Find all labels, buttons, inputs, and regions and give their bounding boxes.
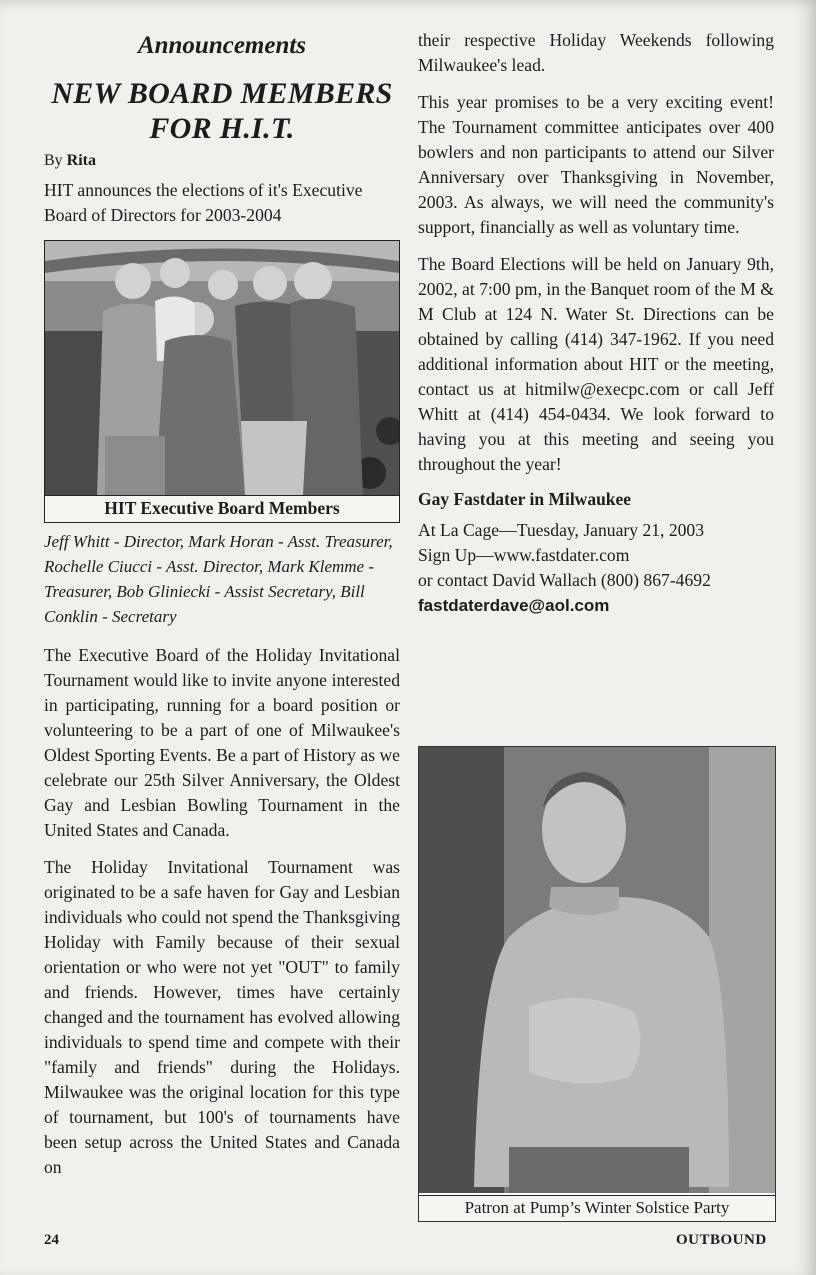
board-members-photo xyxy=(45,241,399,495)
board-members-photo-graphic xyxy=(45,241,399,495)
paragraph-event: This year promises to be a very exciting event! The Tournament committee anticipates over 400 bowlers and non participants to attend our Silver Anniversary over Thanksgiving in November, 2003. As always, we will need the community's support, financially as well as voluntary time. xyxy=(418,92,774,237)
solstice-photo-caption: Patron at Pump’s Winter Solstice Party xyxy=(419,1195,775,1221)
byline-author: Rita xyxy=(66,152,96,169)
intro-paragraph: HIT announces the elections of it's Executive Board of Directors for 2003-2004 xyxy=(44,180,363,225)
byline xyxy=(44,152,400,170)
solstice-party-photo xyxy=(419,747,775,1193)
page-number: 24 xyxy=(44,1232,59,1248)
section-title: Announcements xyxy=(137,32,307,59)
paragraph-elections: The Board Elections will be held on January 9th, 2002, at 7:00 pm, in the Banquet room of the M & M Club at 124 N. Water St. Directions can be obtained by calling (414) 347-1962. If you need additional information about HIT or the meeting, contact us at hitmilw@execpc.com or call Jeff Whitt at (414) 454-0434. We look forward to having you at this meeting and seeing you throughout the year! xyxy=(418,254,774,474)
fastdater-title: Gay Fastdater in Milwaukee xyxy=(418,489,632,509)
article-headline: NEW BOARD MEMBERS FOR H.I.T. xyxy=(51,77,393,145)
board-photo-caption: HIT Executive Board Members xyxy=(45,495,399,522)
board-photo-frame xyxy=(44,240,400,523)
fastdater-line-2: Sign Up—www.fastdater.com xyxy=(418,545,630,565)
paragraph-continued: their respective Holiday Weekends following Milwaukee's lead. xyxy=(418,30,774,75)
left-column xyxy=(44,28,400,1192)
solstice-photo-frame xyxy=(418,746,776,1222)
fastdater-email: fastdaterdave@aol.com xyxy=(418,596,610,615)
board-member-names: Jeff Whitt - Director, Mark Horan - Asst. Treasurer, Rochelle Ciucci - Asst. Director, Mark Klemme - Treasurer, Bob Gliniecki - Assist Secretary, Bill Conklin - Secretary xyxy=(44,532,393,626)
publication-name: OUTBOUND xyxy=(676,1232,767,1248)
paragraph-invitation: The Executive Board of the Holiday Invitational Tournament would like to invite anyone interested in participating, running for a board position or volunteering to be a part of one of Milwaukee's Oldest Sporting Events. Be a part of History as we celebrate our 25th Silver Anniversary, the Oldest Gay and Lesbian Bowling Tournament in the United States and Canada. xyxy=(44,645,400,840)
solstice-party-photo-graphic xyxy=(419,747,775,1193)
byline-prefix: By xyxy=(44,152,63,169)
fastdater-line-3: or contact David Wallach (800) 867-4692 xyxy=(418,570,711,590)
fastdater-line-1: At La Cage—Tuesday, January 21, 2003 xyxy=(418,520,705,540)
paragraph-history: The Holiday Invitational Tournament was originated to be a safe haven for Gay and Lesbian individuals who could not spend the Thanksgiving Holiday with Family because of their sexual orientation or who were not yet "OUT" to family and friends. However, times have certainly changed and the tournament has evolved allowing individuals to spend time and compete with their "family and friends" during the Holidays. Milwaukee was the original location for this type of tournament, but 100's of tournaments have been setup across the United States and Canada on xyxy=(44,857,400,1177)
right-column xyxy=(418,28,774,618)
